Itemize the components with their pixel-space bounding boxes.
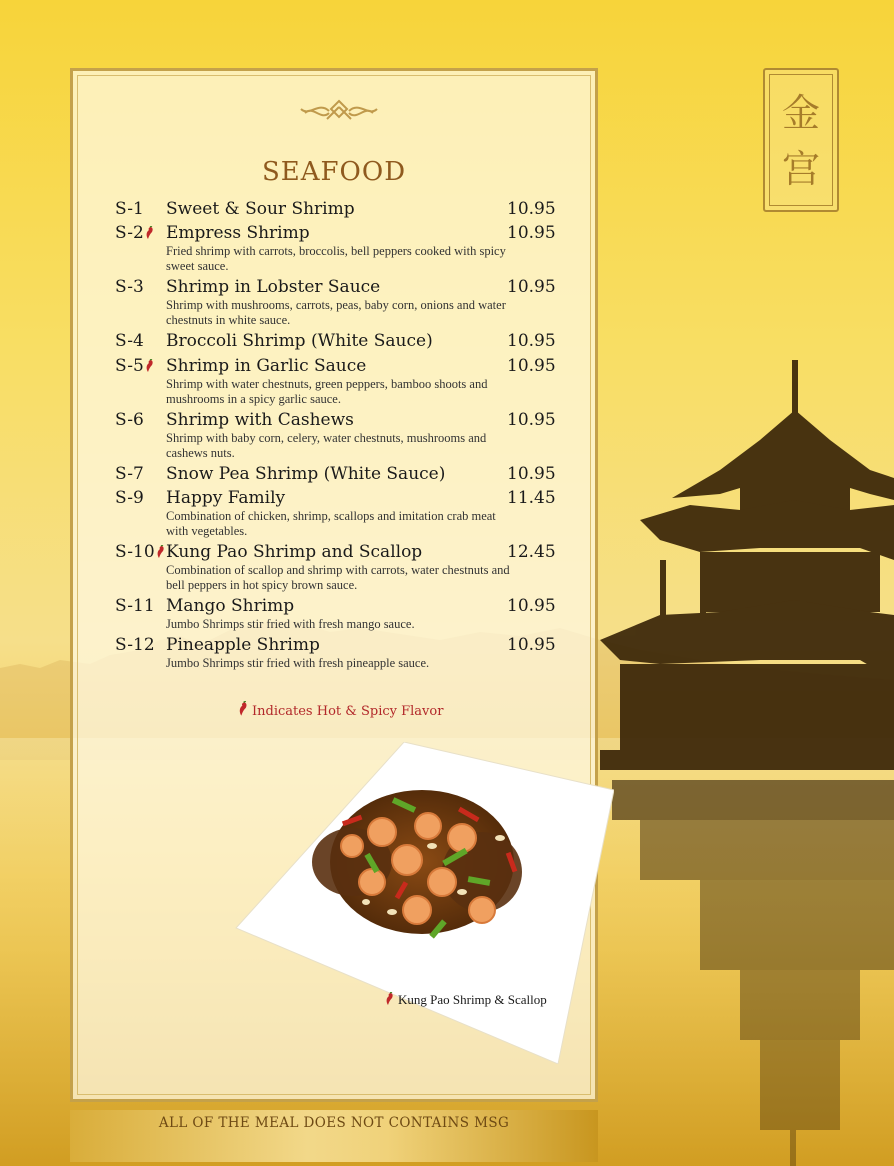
item-name: Shrimp in Garlic Sauce [166, 356, 367, 376]
dish-photo-card [232, 742, 614, 1064]
item-code: S-11 [115, 596, 155, 616]
item-code: S-2 [115, 223, 144, 243]
item-name: Shrimp with Cashews [166, 410, 354, 430]
item-price: 10.95 [507, 277, 556, 297]
seal-char-top: 金 [781, 91, 820, 135]
section-title: SEAFOOD [261, 157, 407, 187]
footer-text: ALL OF THE MEAL DOES NOT CONTAINS MSG [158, 1115, 510, 1131]
item-code: S-1 [115, 199, 144, 219]
item-price: 10.95 [507, 199, 556, 219]
legend-text: Indicates Hot & Spicy Flavor [252, 704, 444, 719]
footer-banner [70, 1110, 598, 1162]
item-name: Kung Pao Shrimp and Scallop [166, 542, 423, 562]
item-code-wrap [115, 223, 154, 243]
chili-pepper-icon [385, 992, 394, 1006]
item-code: S-5 [115, 356, 144, 376]
item-name: Snow Pea Shrimp (White Sauce) [166, 464, 446, 484]
item-code-wrap [115, 542, 165, 562]
item-description: Combination of scallop and shrimp with carrots, water chestnuts and bell peppers in hot spicy brown sauce. [166, 563, 510, 592]
item-name: Empress Shrimp [166, 223, 310, 243]
item-code-wrap [115, 356, 154, 376]
menu-items [73, 71, 595, 771]
item-code: S-6 [115, 410, 144, 430]
item-description: Combination of chicken, shrimp, scallops and imitation crab meat with vegetables. [166, 509, 496, 538]
chili-pepper-icon [238, 701, 248, 717]
item-description: Shrimp with water chestnuts, green peppers, bamboo shoots and mushrooms in a spicy garlic sauce. [166, 377, 488, 406]
chili-pepper-icon [145, 359, 154, 373]
item-name: Sweet & Sour Shrimp [166, 199, 355, 219]
item-price: 12.45 [507, 542, 556, 562]
item-code: S-9 [115, 488, 144, 508]
item-description: Jumbo Shrimps stir fried with fresh mango sauce. [166, 617, 415, 631]
item-name: Broccoli Shrimp (White Sauce) [166, 331, 433, 351]
item-price: 11.45 [507, 488, 556, 508]
item-code: S-3 [115, 277, 144, 297]
restaurant-seal [763, 68, 839, 212]
item-code: S-10 [115, 542, 155, 562]
item-description: Shrimp with baby corn, celery, water chestnuts, mushrooms and cashews nuts. [166, 431, 487, 460]
item-name: Pineapple Shrimp [166, 635, 320, 655]
caption-text: Kung Pao Shrimp & Scallop [398, 992, 547, 1007]
item-price: 10.95 [507, 223, 556, 243]
item-description: Fried shrimp with carrots, broccolis, bell peppers cooked with spicy sweet sauce. [166, 244, 506, 273]
item-code: S-12 [115, 635, 155, 655]
item-price: 10.95 [507, 464, 556, 484]
chili-pepper-icon [156, 545, 165, 559]
item-code: S-4 [115, 331, 144, 351]
item-name: Mango Shrimp [166, 596, 295, 616]
item-description: Shrimp with mushrooms, carrots, peas, baby corn, onions and water chestnuts in white sauce. [166, 298, 506, 327]
chili-pepper-icon [145, 226, 154, 240]
item-code: S-7 [115, 464, 144, 484]
item-price: 10.95 [507, 331, 556, 351]
item-name: Shrimp in Lobster Sauce [166, 277, 381, 297]
spicy-legend [237, 701, 443, 719]
item-price: 10.95 [507, 596, 556, 616]
item-price: 10.95 [507, 410, 556, 430]
item-price: 10.95 [507, 356, 556, 376]
photo-caption [384, 992, 547, 1008]
seal-char-bottom: 宫 [781, 147, 820, 191]
item-description: Jumbo Shrimps stir fried with fresh pineapple sauce. [166, 656, 430, 670]
item-price: 10.95 [507, 635, 556, 655]
item-name: Happy Family [166, 488, 286, 508]
